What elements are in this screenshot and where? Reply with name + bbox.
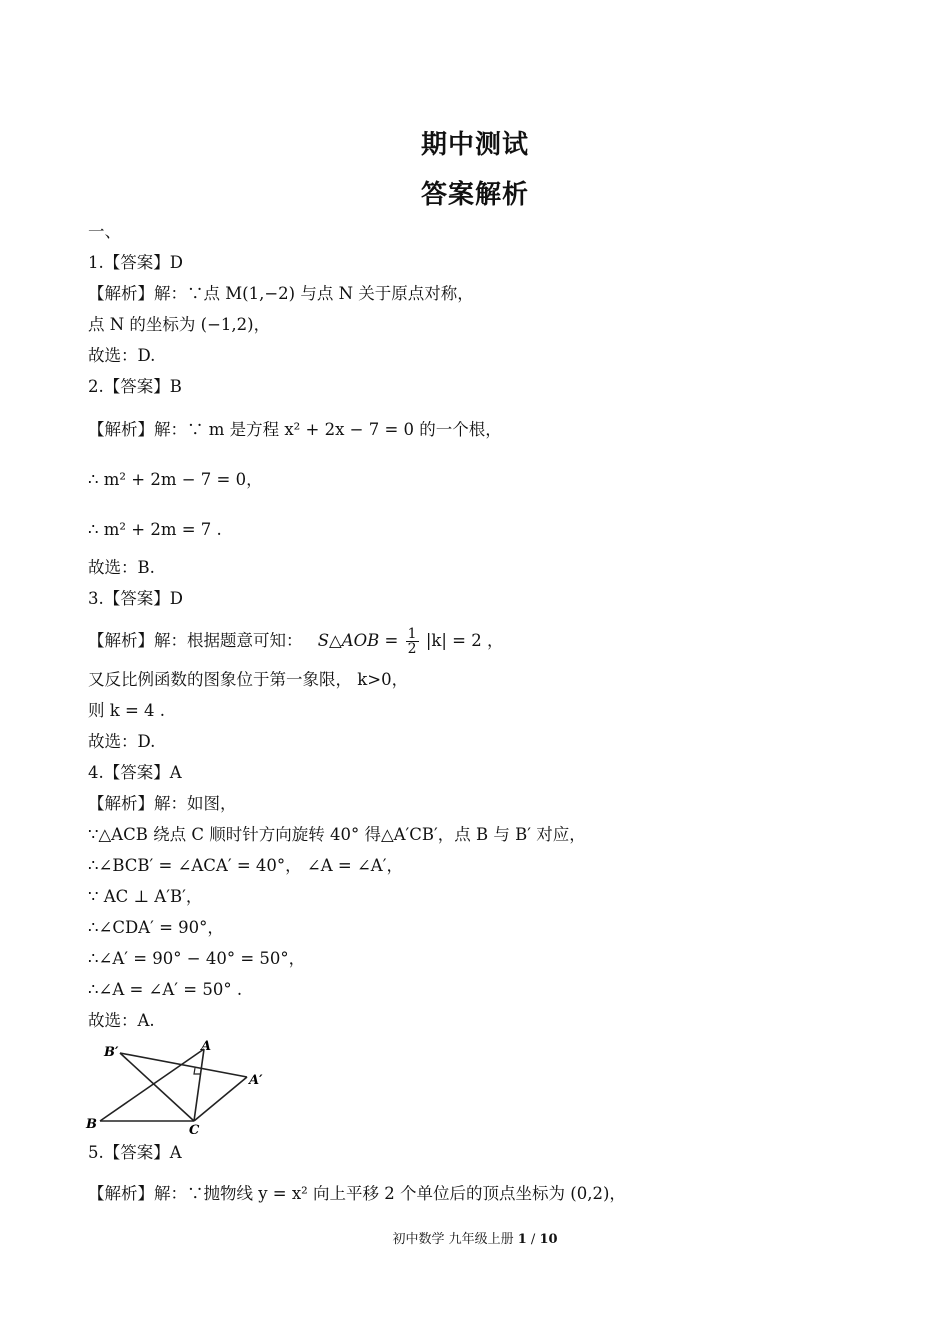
q4-analysis-line: ∴∠A′ = 90° − 40° = 50°， xyxy=(88,949,306,968)
q1-analysis-line: 【解析】解：∵点 M(1,−2) 与点 N 关于原点对称， xyxy=(88,284,474,303)
q1-analysis-line: 点 N 的坐标为 (−1,2)， xyxy=(88,315,271,334)
page-number: 1 xyxy=(517,1232,527,1247)
footer-text: 初中数学 九年级上册 xyxy=(392,1232,514,1247)
segment-a-c xyxy=(194,1049,204,1121)
q2-analysis-line: 【解析】解：∵ m 是方程 x² + 2x − 7 = 0 的一个根， xyxy=(88,420,502,439)
label-b: B xyxy=(86,1117,97,1132)
page-separator: / xyxy=(530,1232,536,1247)
segment-a-prime-c xyxy=(194,1077,247,1121)
page-footer xyxy=(0,1228,950,1247)
q4-conclusion: 故选：A. xyxy=(88,1011,155,1030)
q1-answer: 1.【答案】D xyxy=(88,253,183,272)
q2-conclusion: 故选：B. xyxy=(88,558,155,577)
q4-analysis-line: ∴∠BCB′ = ∠ACA′ = 40°， ∠A = ∠A′， xyxy=(88,856,403,875)
segment-b-prime-a-prime xyxy=(120,1053,247,1077)
label-b-prime: B′ xyxy=(104,1045,119,1060)
q4-analysis-line: ∵△ACB 绕点 C 顺时针方向旋转 40° 得△A′CB′，点 B 与 B′ 对应， xyxy=(88,825,586,844)
q5-answer: 5.【答案】A xyxy=(88,1143,182,1162)
q3-area-expression: S△AOB = xyxy=(317,631,399,650)
fraction-denominator: 2 xyxy=(407,641,417,657)
q2-analysis-line: ∴ m² + 2m − 7 = 0， xyxy=(88,470,263,489)
q3-conclusion: 故选：D. xyxy=(88,732,156,751)
q5-analysis-line: 【解析】解：∵抛物线 y = x² 向上平移 2 个单位后的顶点坐标为 (0,2)， xyxy=(88,1184,626,1203)
q4-analysis-line: 【解析】解：如图， xyxy=(88,794,237,813)
q1-conclusion: 故选：D. xyxy=(88,346,156,365)
right-angle-mark xyxy=(194,1068,200,1074)
page-total: 10 xyxy=(539,1232,558,1247)
page-subtitle: 答案解析 xyxy=(420,180,529,210)
q2-analysis-line: ∴ m² + 2m = 7 . xyxy=(88,520,222,539)
q4-analysis-line: ∴∠A = ∠A′ = 50° . xyxy=(88,980,243,999)
q3-analysis-prefix: 【解析】解：根据题意可知： xyxy=(88,631,303,650)
page-title: 期中测试 xyxy=(420,130,529,160)
fraction-numerator: 1 xyxy=(407,626,417,642)
q4-analysis-line: ∴∠CDA′ = 90°， xyxy=(88,918,224,937)
q3-analysis-line: 则 k = 4 . xyxy=(88,701,166,720)
label-c: C xyxy=(189,1123,200,1136)
rotation-figure xyxy=(80,1036,280,1136)
q2-answer: 2.【答案】B xyxy=(88,377,182,396)
q3-abs-k-expression: |k| = 2 ， xyxy=(425,631,504,650)
q3-analysis-line xyxy=(88,626,504,656)
label-a-prime: A′ xyxy=(249,1073,263,1088)
q4-analysis-line: ∵ AC ⊥ A′B′， xyxy=(88,887,203,906)
q4-answer: 4.【答案】A xyxy=(88,763,182,782)
q3-analysis-line: 又反比例函数的图象位于第一象限， k>0， xyxy=(88,670,409,689)
label-a: A xyxy=(201,1039,212,1054)
q3-answer: 3.【答案】D xyxy=(88,589,183,608)
section-heading: 一、 xyxy=(88,222,121,241)
fraction-one-half xyxy=(406,627,419,656)
